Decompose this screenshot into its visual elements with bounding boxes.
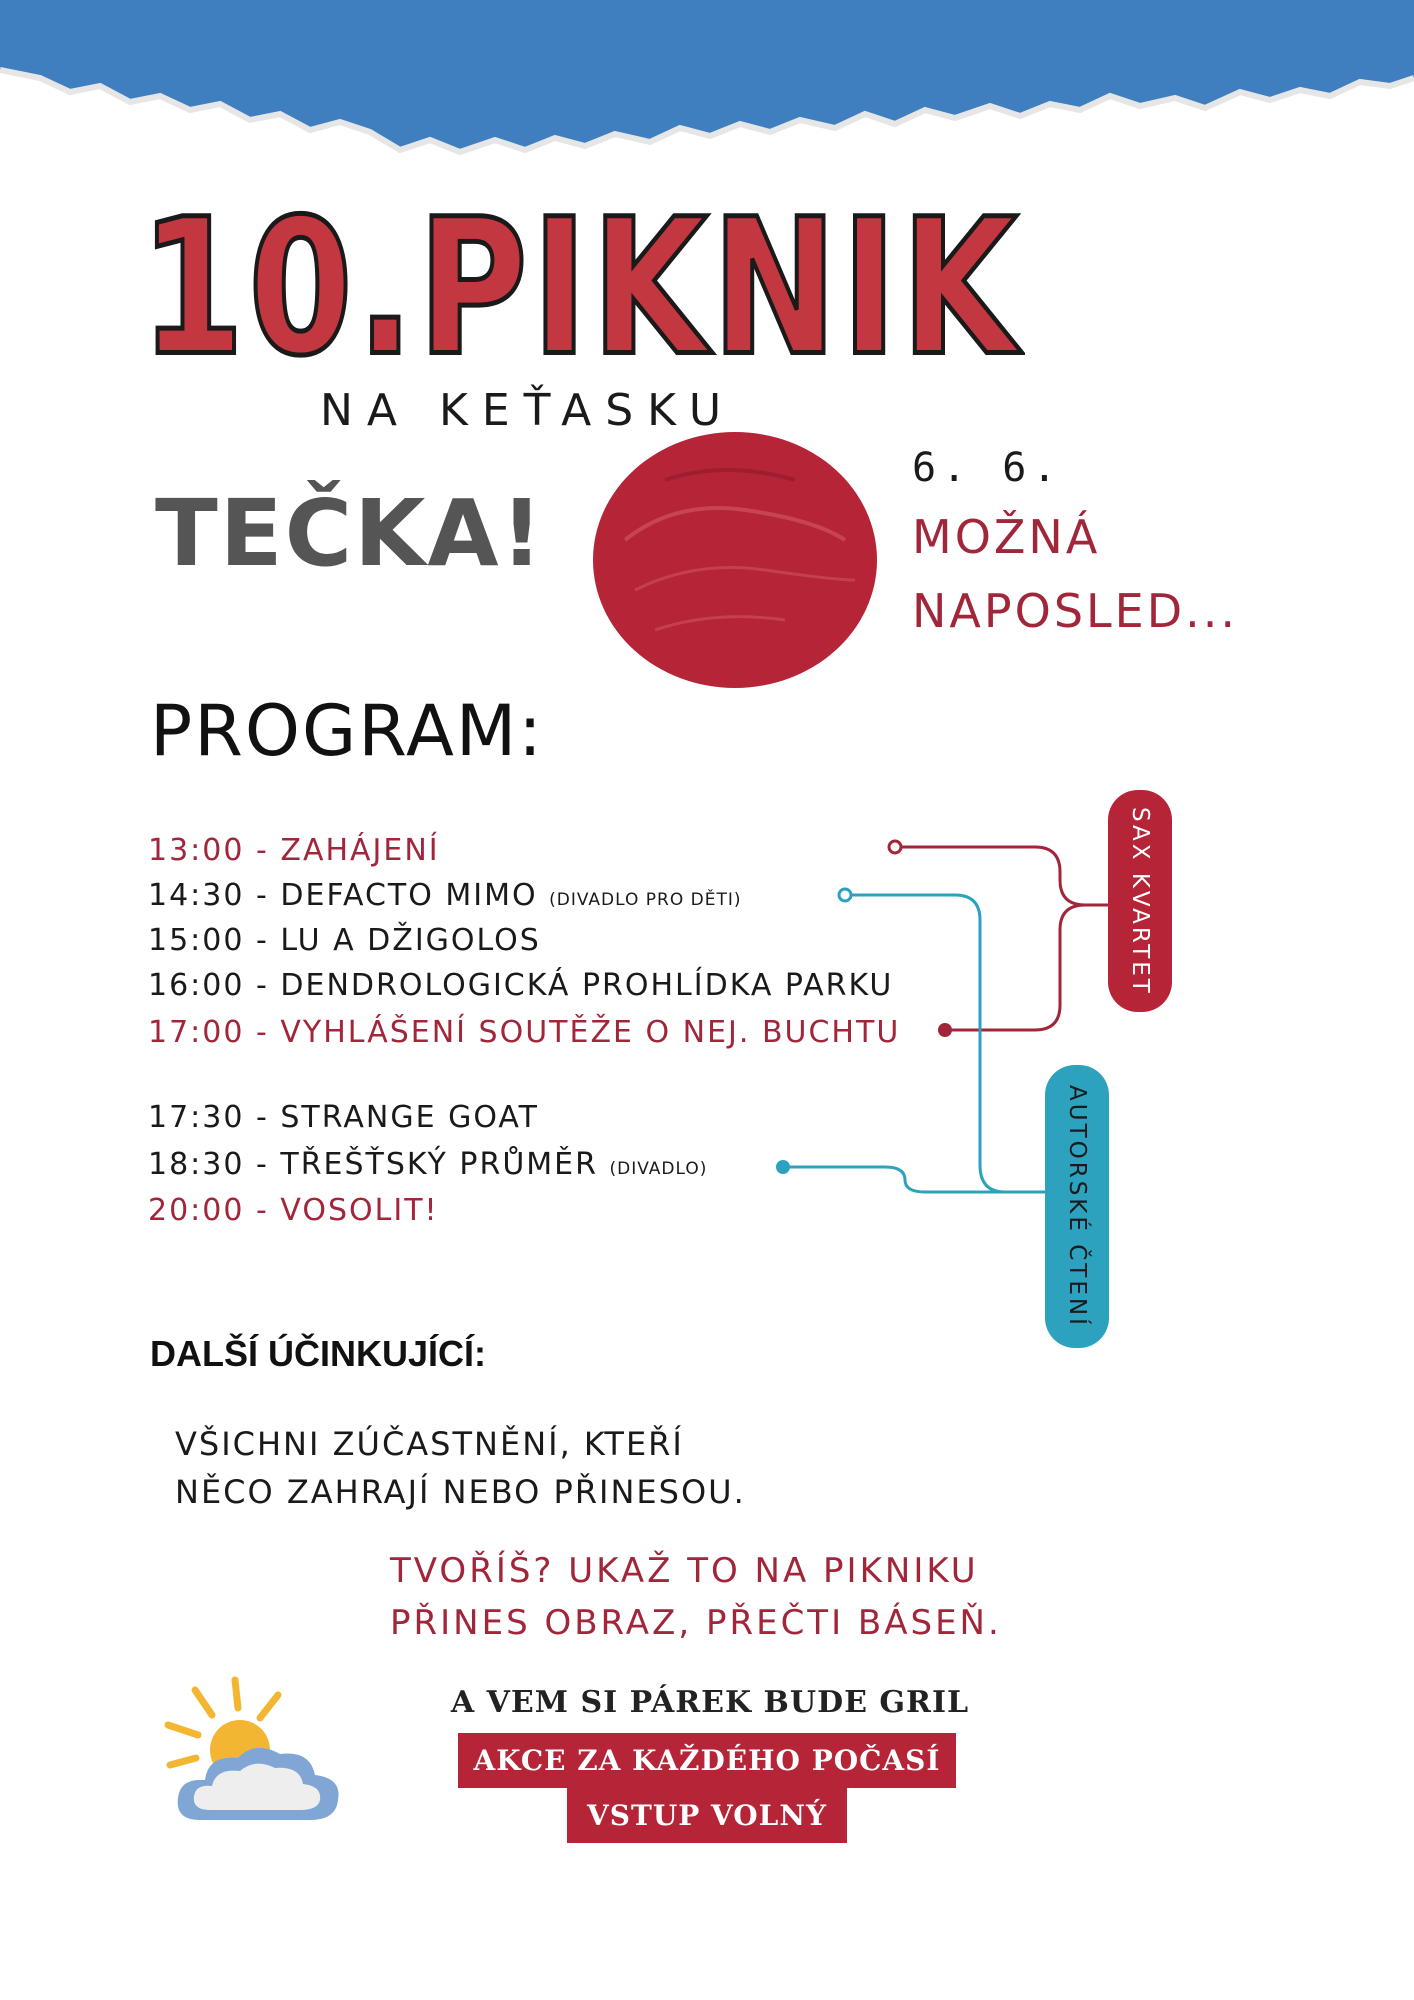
autorske-cteni-label: AUTORSKÉ ČTENÍ: [1064, 1085, 1090, 1328]
schedule-separator: -: [256, 1100, 269, 1135]
schedule-separator: -: [256, 1147, 269, 1182]
event-subtitle: NA KEŤASKU: [320, 385, 736, 436]
connector-dot: [938, 1023, 952, 1037]
schedule-time: 20:00: [148, 1193, 245, 1228]
schedule-text: DENDROLOGICKÁ PROHLÍDKA PARKU: [280, 968, 894, 1003]
event-title: 10.PIKNIK: [140, 180, 1022, 398]
others-heading: DALŠÍ ÚČINKUJÍCÍ:: [150, 1333, 487, 1374]
tecka-heading: TEČKA!: [155, 480, 545, 587]
others-text: [175, 1420, 875, 1516]
schedule-time: 18:30: [148, 1147, 245, 1182]
schedule-text: LU A DŽIGOLOS: [280, 923, 541, 958]
schedule-text: VYHLÁŠENÍ SOUTĚŽE O NEJ. BUCHTU: [280, 1015, 901, 1050]
schedule-time: 14:30: [148, 878, 245, 913]
schedule-separator: -: [256, 833, 269, 868]
grill-text: A VEM SI PÁREK BUDE GRIL: [450, 1685, 970, 1720]
entry-notice: VSTUP VOLNÝ: [567, 1788, 847, 1843]
connector-dot: [839, 889, 851, 901]
schedule-separator: -: [256, 923, 269, 958]
schedule-note: (DIVADLO PRO DĚTI): [549, 890, 742, 910]
schedule-text: VOSOLIT!: [280, 1193, 439, 1228]
connector-dot: [776, 1160, 790, 1174]
motto-line-1: MOŽNÁ: [912, 510, 1101, 564]
others-line-1: VŠICHNI ZÚČASTNĚNÍ, KTEŘÍ: [175, 1425, 684, 1463]
schedule-text: TŘEŠŤSKÝ PRŮMĚR: [280, 1147, 598, 1182]
schedule-text: ZAHÁJENÍ: [280, 833, 440, 868]
event-date: 6. 6.: [912, 445, 1063, 491]
autorske-cteni-tag: [1045, 1065, 1109, 1348]
schedule-text: STRANGE GOAT: [280, 1100, 539, 1135]
connector-dot: [889, 841, 901, 853]
motto-line-2: NAPOSLED...: [912, 584, 1239, 638]
schedule-time: 13:00: [148, 833, 245, 868]
schedule-separator: -: [256, 1015, 269, 1050]
sax-connector: [897, 847, 1108, 1030]
schedule-separator: -: [256, 968, 269, 1003]
program-heading: PROGRAM:: [150, 690, 544, 772]
schedule-time: 17:30: [148, 1100, 245, 1135]
sax-kvartet-label: SAX KVARTET: [1127, 806, 1153, 996]
promo-text: [390, 1545, 1090, 1649]
schedule-time: 16:00: [148, 968, 245, 1003]
autor-connector: [785, 895, 1045, 1192]
promo-line-2: PŘINES OBRAZ, PŘEČTI BÁSEŇ.: [390, 1603, 1002, 1643]
sax-kvartet-tag: [1108, 790, 1172, 1012]
weather-notice: AKCE ZA KAŽDÉHO POČASÍ: [458, 1733, 956, 1788]
schedule-time: 17:00: [148, 1015, 245, 1050]
promo-line-1: TVOŘÍŠ? UKAŽ TO NA PIKNIKU: [390, 1551, 979, 1591]
schedule-separator: -: [256, 1193, 269, 1228]
sun-cloud-icon: [160, 1670, 350, 1835]
schedule-note: (DIVADLO): [609, 1159, 708, 1179]
schedule-text: DEFACTO MIMO: [280, 878, 538, 913]
others-line-2: NĚCO ZAHRAJÍ NEBO PŘINESOU.: [175, 1473, 746, 1511]
schedule-time: 15:00: [148, 923, 245, 958]
schedule-separator: -: [256, 878, 269, 913]
